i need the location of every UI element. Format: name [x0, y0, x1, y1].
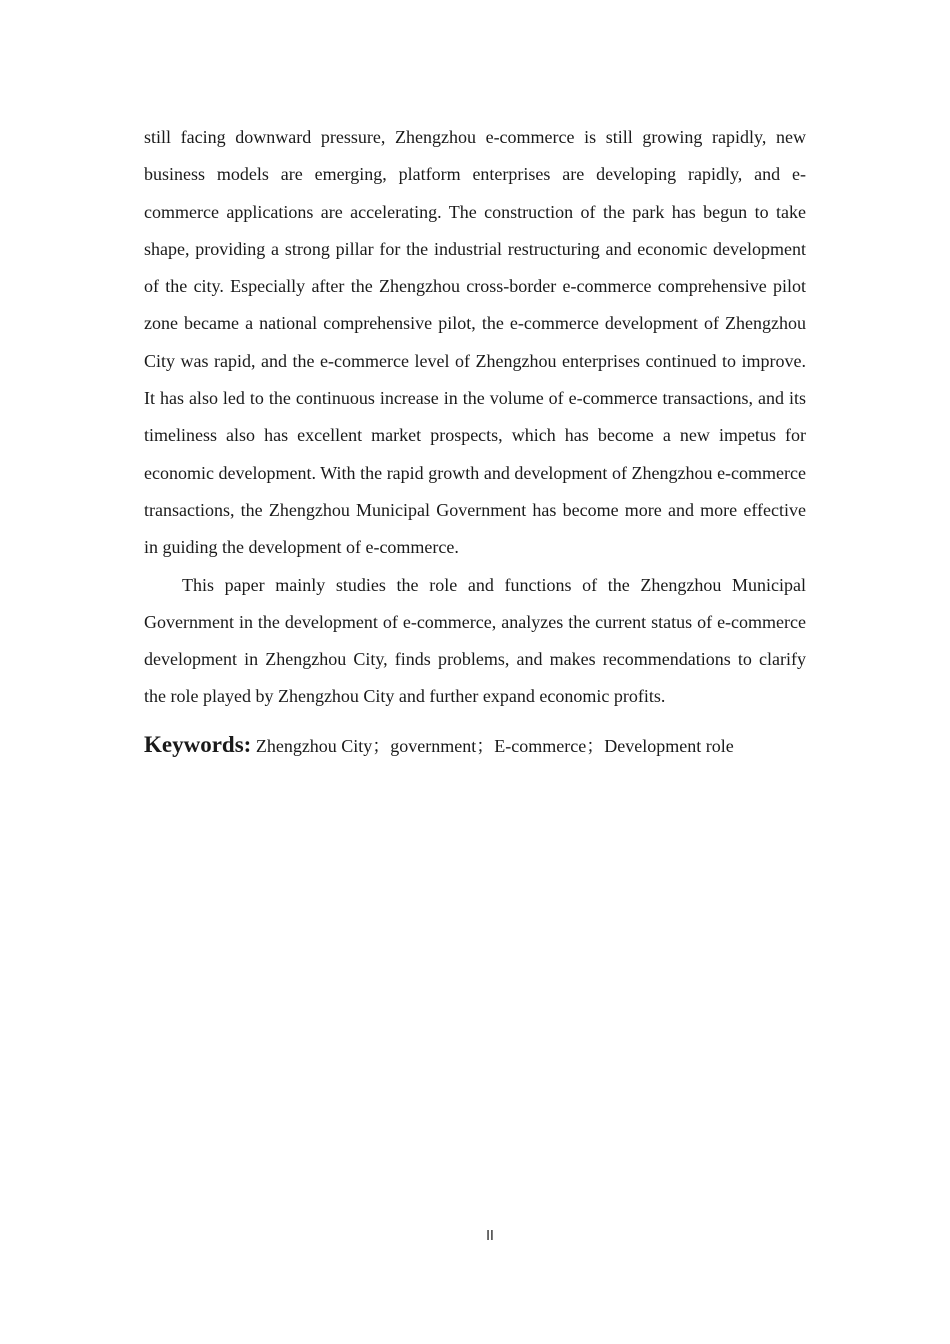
abstract-body [144, 119, 806, 765]
keywords-values: Zhengzhou City；government；E-commerce；Development role [255, 735, 734, 756]
page-number: II [486, 1229, 494, 1244]
keywords-line [144, 726, 806, 765]
abstract-paragraph: still facing downward pressure, Zhengzhou e-commerce is still growing rapidly, new business models are emerging, platform enterprises are developing rapidly, and e-commerce applications are accelerating. The construction of the park has begun to take shape, providing a strong pillar for the industrial restructuring and economic development of the city. Especially after the Zhengzhou cross-border e-commerce comprehensive pilot zone became a national comprehensive pilot, the e-commerce development of Zhengzhou City was rapid, and the e-commerce level of Zhengzhou enterprises continued to improve. It has also led to the continuous increase in the volume of e-commerce transactions, and its timeliness also has excellent market prospects, which has become a new impetus for economic development. With the rapid growth and development of Zhengzhou e-commerce transactions, the Zhengzhou Municipal Government has become more and more effective in guiding the development of e-commerce. [144, 127, 806, 558]
abstract-paragraph: This paper mainly studies the role and functions of the Zhengzhou Municipal Government in the development of e-commerce, analyzes the current status of e-commerce development in Zhengzhou City, finds problems, and makes recommendations to clarify the role played by Zhengzhou City and further expand economic profits. [144, 574, 806, 707]
keywords-label: Keywords: [144, 731, 252, 757]
